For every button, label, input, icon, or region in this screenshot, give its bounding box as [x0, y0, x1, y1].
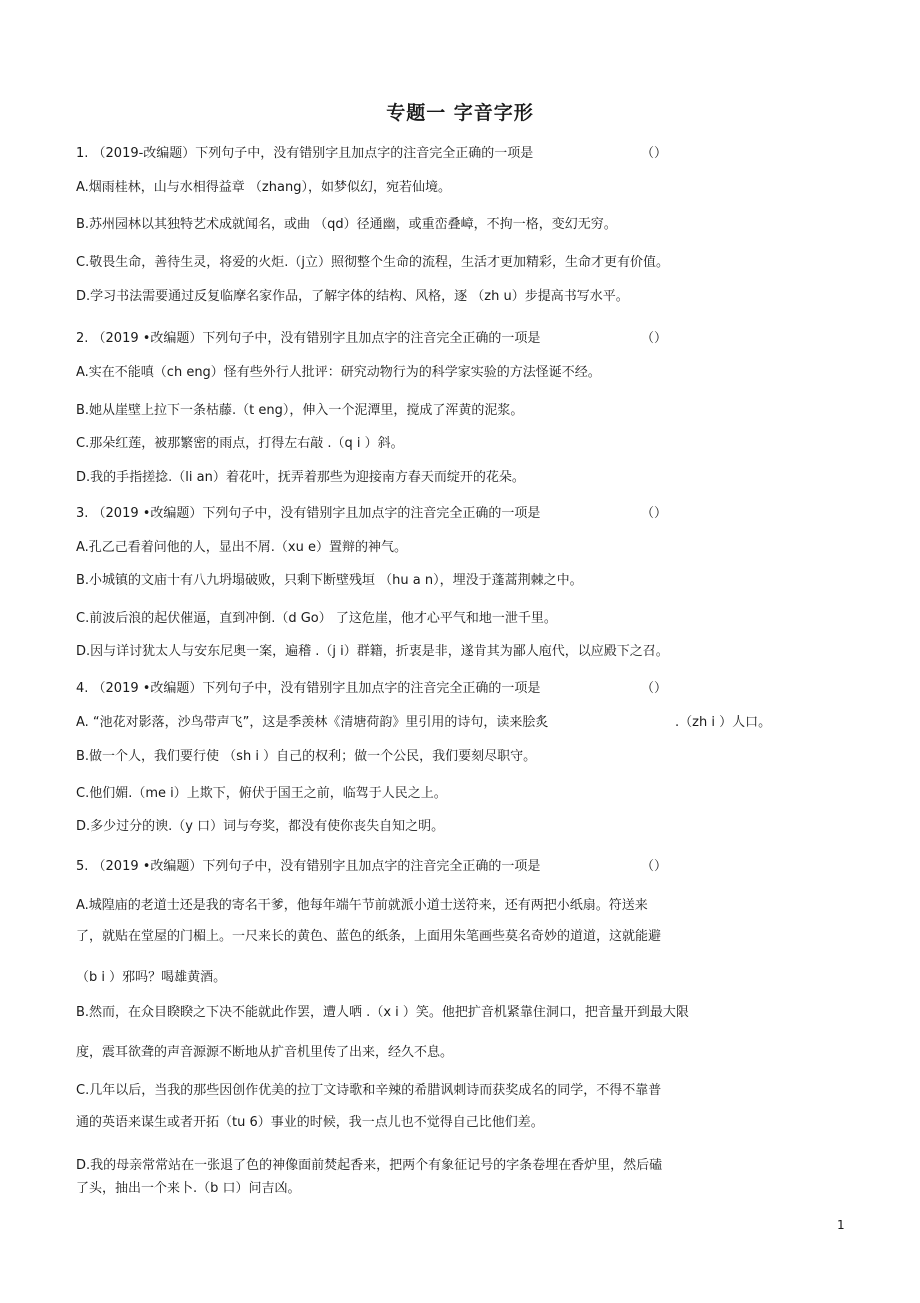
question-1-answer-blank: （） [641, 146, 668, 161]
question-5-line: 度，震耳欲聋的声音源源不断地从扩音机里传了出来，经久不息。 [76, 1045, 454, 1060]
question-4-option-c: C.他们媚.（me i）上欺下，俯伏于国王之前，临驾于人民之上。 [76, 786, 447, 801]
question-1-option-c: C.敬畏生命，善待生灵，将爱的火炬.（j立）照彻整个生命的流程，生活才更加精彩，生命才更有价值。 [76, 255, 669, 270]
question-4-stem: 4. （2019 •改编题）下列句子中，没有错别字且加点字的注音完全正确的一项是 [76, 681, 541, 696]
question-5-line: 通的英语来谋生或者开拓（tu 6）事业的时候，我一点儿也不觉得自己比他们差。 [76, 1115, 544, 1130]
question-1-option-d: D.学习书法需要通过反复临摩名家作品，了解字体的结构、风格，逐 （zh u）步提高书写水平。 [76, 289, 629, 304]
question-5-line: A.城隍庙的老道士还是我的寄名干爹，他每年端午节前就派小道士送符来，还有两把小纸扇。符送来 [76, 898, 648, 913]
question-4-option-b: B.做一个人，我们要行使 （sh i ）自己的权利；做一个公民，我们要刻尽职守。 [76, 749, 537, 764]
question-5-line: 了，就贴在堂屋的门楣上。一尺来长的黄色、蓝色的纸条，上面用朱笔画些莫名奇妙的道道，这就能避 [76, 929, 662, 944]
question-5-stem: 5. （2019 •改编题）下列句子中，没有错别字且加点字的注音完全正确的一项是 [76, 859, 541, 874]
question-3-option-b: B.小城镇的文庙十有八九坍塌破败，只剩下断壁残垣 （hu a n），埋没于蓬蒿荆棘之中。 [76, 573, 583, 588]
question-3-option-d: D.因与详讨犹太人与安东尼奥一案，遍稽 .（j i）群籍，折衷是非，遂肯其为鄙人庖代，以应殿下之召。 [76, 644, 669, 659]
page-title: 专题一 字音字形 [386, 102, 534, 124]
question-4-option-a-tail: .（zh i ）人口。 [675, 715, 772, 730]
question-2-option-c: C.那朵红莲，被那繁密的雨点，打得左右敲 .（q i ）斜。 [76, 436, 404, 451]
question-3-stem: 3. （2019 •改编题）下列句子中，没有错别字且加点字的注音完全正确的一项是 [76, 506, 541, 521]
question-2-option-d: D.我的手指搓捻.（li an）着花叶，抚弄着那些为迎接南方春天而绽开的花朵。 [76, 470, 525, 485]
question-1-option-b: B.苏州园林以其独特艺术成就闻名，或曲 （qd）径通幽，或重峦叠嶂，不拘一格，变幻无穷。 [76, 217, 617, 232]
question-5-line: C.几年以后，当我的那些因创作优美的拉丁文诗歌和辛辣的希腊讽刺诗而获奖成名的同学，不得不靠普 [76, 1083, 662, 1098]
question-5-line: 了头，抽出一个来卜.（b 口）问吉凶。 [76, 1181, 301, 1196]
page-number: 1 [837, 1218, 845, 1232]
question-1-stem: 1. （2019-改编题）下列句子中，没有错别字且加点字的注音完全正确的一项是 [76, 146, 534, 161]
question-1-option-a: A.烟雨桂林，山与水相得益章 （zhang），如梦似幻，宛若仙境。 [76, 180, 451, 195]
question-5-line: （b i ）邪吗？喝雄黄酒。 [76, 970, 227, 985]
question-2-stem: 2. （2019 •改编题）下列句子中，没有错别字且加点字的注音完全正确的一项是 [76, 331, 541, 346]
question-5-line: B.然而，在众目睽睽之下决不能就此作罢，遭人哂 .（x i ）笑。他把扩音机紧靠住洞口，把音量开到最大限 [76, 1005, 689, 1020]
question-2-option-b: B.她从崖壁上拉下一条枯藤.（t eng），伸入一个泥潭里，搅成了浑黄的泥浆。 [76, 403, 524, 418]
question-4-option-d: D.多少过分的谀.（y 口）词与夸奖，都没有使你丧失自知之明。 [76, 819, 445, 834]
question-2-answer-blank: （） [641, 331, 668, 346]
question-2-option-a: A.实在不能嗔（ch eng）怪有些外行人批评：研究动物行为的科学家实验的方法怪诞不经。 [76, 365, 601, 380]
question-3-option-c: C.前波后浪的起伏催逼，直到冲倒.（d Go） 了这危崖，他才心平气和地一泄千里。 [76, 611, 557, 626]
question-5-answer-blank: （） [641, 859, 668, 874]
question-3-answer-blank: （） [641, 506, 668, 521]
question-5-line: D.我的母亲常常站在一张退了色的神像面前焚起香来，把两个有象征记号的字条卷埋在香炉里，然后磕 [76, 1158, 663, 1173]
question-3-option-a: A.孔乙己看着问他的人，显出不屑.（xu e）置辩的神气。 [76, 540, 407, 555]
question-4-option-a: A. “池花对影落，沙鸟带声飞”，这是季羡林《清塘荷韵》里引用的诗句，读来脍炙 [76, 715, 549, 730]
question-4-answer-blank: （） [641, 681, 668, 696]
